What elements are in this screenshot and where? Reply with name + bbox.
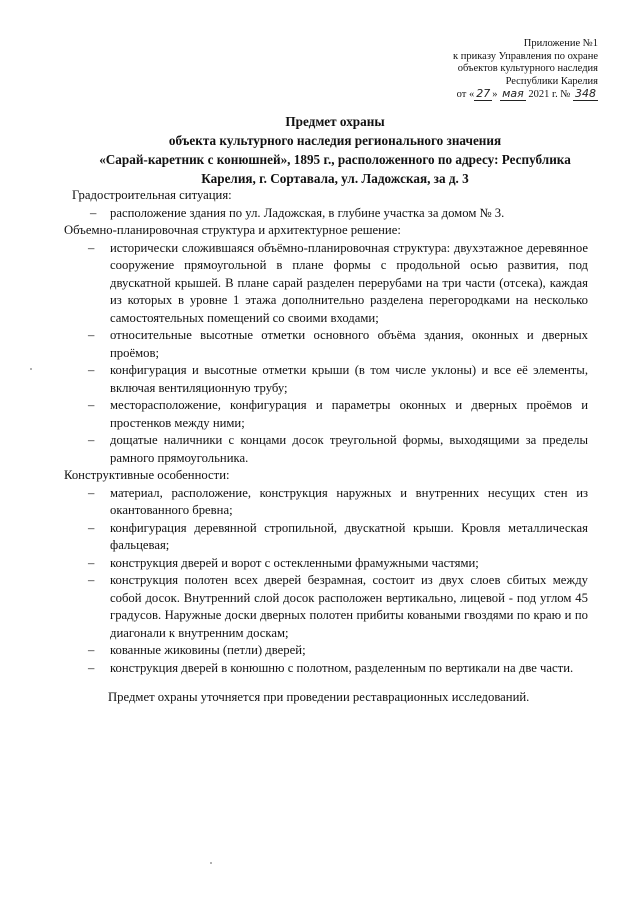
section-planning-structure [64, 222, 588, 467]
appendix-header [358, 38, 598, 102]
title-line: Карелия, г. Сортавала, ул. Ладожская, за д. 3 [201, 171, 469, 186]
section-structural-features [64, 467, 588, 677]
handwritten-month: мая [502, 87, 524, 100]
item-text: кованные жиковины (петли) дверей; [110, 643, 306, 657]
item-list [72, 205, 588, 223]
date-year: 2021 г. № [525, 89, 573, 100]
item-list [72, 485, 588, 678]
appendix-line: объектов культурного наследия [457, 63, 598, 74]
order-date-line [358, 88, 598, 102]
list-item [72, 205, 588, 223]
title-line: «Сарай-каретник с конюшней», 1895 г., расположенного по адресу: Республика [99, 152, 571, 167]
section-heading: Градостроительная ситуация: [72, 188, 232, 202]
date-prefix: от « [456, 89, 475, 100]
list-item [72, 572, 588, 642]
handwritten-day: 27 [476, 87, 491, 100]
item-text: конструкция дверей в конюшню с полотном, разделенным по вертикали на две части. [110, 660, 574, 675]
bullet-dash: – [88, 555, 95, 570]
item-text: исторически сложившаяся объёмно-планировочная структура: двухэтажное деревянное сооружение прямоугольной в плане формы с продольной осью развития, под двускатной крышей. В плане сарай разделен перерубами на три части (отсека), каждая из которых в уровне 1 этажа дополнительно разделена перегородками на несколько самостоятельных помещений со своими входами; [110, 240, 588, 325]
bullet-dash: – [88, 433, 95, 447]
item-text: расположение здания по ул. Ладожская, в глубине участка за домом № 3. [110, 205, 505, 220]
document-body [64, 187, 588, 677]
list-item [72, 327, 588, 362]
list-item [72, 485, 588, 520]
item-text: материал, расположение, конструкция наружных и внутренних несущих стен из окантованного бревна; [110, 485, 588, 517]
bullet-dash: – [88, 660, 95, 675]
list-item [72, 432, 588, 467]
bullet-dash: – [88, 485, 95, 500]
bullet-dash: – [88, 643, 95, 657]
bullet-dash: – [88, 573, 95, 587]
scan-speck [30, 368, 32, 370]
item-text: конфигурация и высотные отметки крыши (в том числе уклоны) и все её элементы, включая вентиляционную трубу; [110, 363, 588, 395]
section-heading: Конструктивные особенности: [64, 468, 230, 482]
bullet-dash: – [88, 398, 95, 412]
appendix-line: Приложение №1 [523, 38, 598, 49]
item-text: относительные высотные отметки основного объёма здания, оконных и дверных проёмов; [110, 328, 588, 360]
appendix-line: к приказу Управления по охране [453, 50, 598, 62]
bullet-dash: – [88, 328, 95, 342]
item-text: месторасположение, конфигурация и параметры оконных и дверных проёмов и простенков между ними; [110, 398, 588, 430]
list-item [72, 520, 588, 555]
handwritten-number: 348 [575, 87, 596, 100]
document-title [60, 112, 610, 188]
item-text: дощатые наличники с концами досок треугольной формы, выходящими за пределы рамного прямоугольника. [110, 433, 588, 465]
section-urban-planning [72, 187, 588, 222]
item-list [72, 240, 588, 468]
list-item [72, 362, 588, 397]
list-item [72, 555, 588, 573]
title-line: объекта культурного наследия регионального значения [168, 133, 502, 148]
closing-note: Предмет охраны уточняется при проведении реставрационных исследований. [108, 690, 530, 704]
item-text: конфигурация деревянной стропильной, двускатной крыши. Кровля металлическая фальцевая; [110, 520, 588, 552]
list-item [72, 397, 588, 432]
bullet-dash: – [88, 363, 95, 377]
bullet-dash: – [88, 240, 95, 255]
title-line: Предмет охраны [285, 114, 385, 129]
item-text: конструкция полотен всех дверей безрамная, состоит из двух слоев сбитых между собой досок. Внутренний слой досок расположен вертикально, лицевой - под углом 45 градусов. Наружные доски дверных полотен прибиты коваными гвоздями по краю и по диагонали к внутренним доскам; [110, 573, 588, 640]
list-item [72, 642, 588, 660]
date-mid: » [492, 89, 501, 100]
section-heading: Объемно-планировочная структура и архитектурное решение: [64, 223, 401, 237]
item-text: конструкция дверей и ворот с остекленными фрамужными частями; [110, 555, 479, 570]
appendix-line: Республики Карелия [505, 75, 598, 87]
bullet-dash: – [88, 520, 95, 535]
list-item [72, 660, 588, 678]
list-item [72, 240, 588, 328]
bullet-dash: – [90, 205, 97, 220]
scan-speck [210, 862, 212, 864]
